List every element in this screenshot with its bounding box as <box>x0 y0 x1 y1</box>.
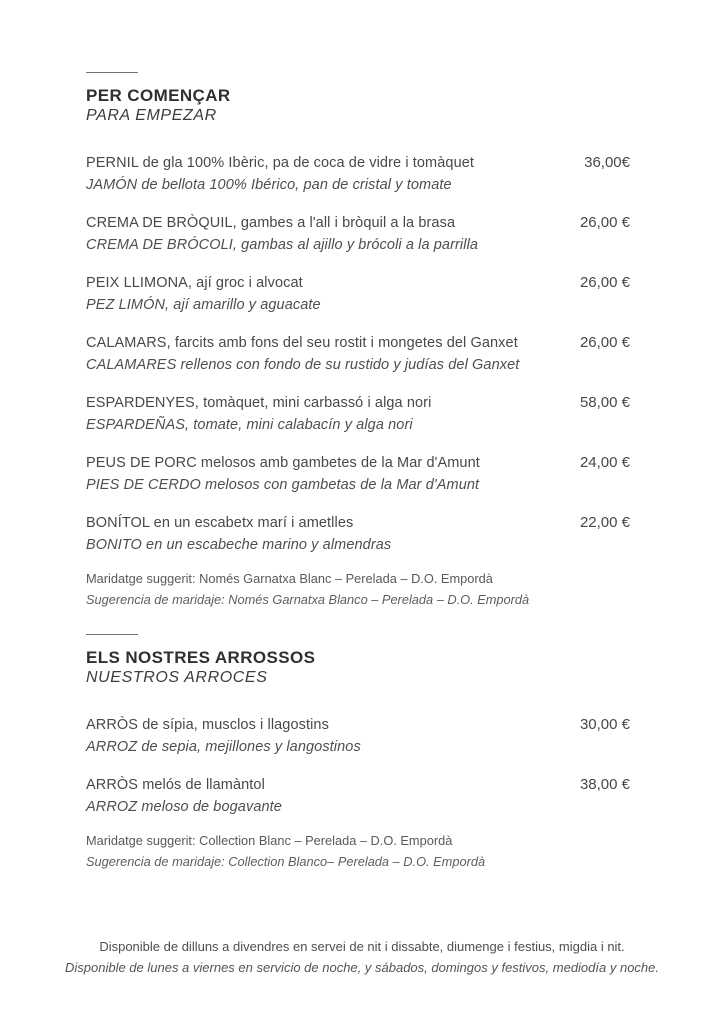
section-divider <box>86 634 138 635</box>
item-name-catalan: CREMA DE BRÒQUIL, gambes a l'all i bròquil a la brasa <box>86 215 456 231</box>
pairing-note-catalan: Maridatge suggerit: Collection Blanc – Perelada – D.O. Empordà <box>86 833 453 848</box>
menu-section-starters <box>86 72 630 610</box>
item-name-spanish: JAMÓN de bellota 100% Ibérico, pan de cristal y tomate <box>86 177 452 193</box>
menu-item-list <box>86 714 630 818</box>
item-name-catalan: PEUS DE PORC melosos amb gambetes de la Mar d'Amunt <box>86 455 480 471</box>
menu-item <box>86 512 630 556</box>
item-name-catalan: ESPARDENYES, tomàquet, mini carbassó i alga nori <box>86 395 432 411</box>
menu-item <box>86 272 630 316</box>
item-price: 58,00 € <box>579 394 630 411</box>
item-price: 26,00 € <box>579 214 630 231</box>
item-name-spanish: ARROZ de sepia, mejillones y langostinos <box>86 739 361 755</box>
section-title-spanish: PARA EMPEZAR <box>86 107 217 124</box>
item-name-spanish: PIES DE CERDO melosos con gambetas de la Mar d'Amunt <box>86 477 480 493</box>
item-price: 26,00 € <box>579 334 630 351</box>
item-price: 26,00 € <box>579 274 630 291</box>
pairing-note <box>86 830 630 872</box>
item-name-catalan: PEIX LLIMONA, ají groc i alvocat <box>86 275 303 291</box>
item-name-spanish: PEZ LIMÓN, ají amarillo y aguacate <box>86 297 321 313</box>
pairing-note-spanish: Sugerencia de maridaje: Collection Blanco– Perelada – D.O. Empordà <box>86 854 486 869</box>
item-price: 38,00 € <box>579 776 630 793</box>
item-name-spanish: ESPARDEÑAS, tomate, mini calabacín y alga nori <box>86 417 413 433</box>
section-title-spanish: NUESTROS ARROCES <box>86 669 268 686</box>
item-price: 24,00 € <box>579 454 630 471</box>
section-divider <box>86 72 138 73</box>
item-price: 30,00 € <box>579 716 630 733</box>
item-name-catalan: CALAMARS, farcits amb fons del seu rostit i mongetes del Ganxet <box>86 335 518 351</box>
menu-item <box>86 392 630 436</box>
item-name-spanish: BONITO en un escabeche marino y almendras <box>86 537 392 553</box>
menu-item <box>86 152 630 196</box>
availability-note <box>0 936 724 978</box>
item-name-catalan: BONÍTOL en un escabetx marí i ametlles <box>86 515 354 531</box>
availability-note-spanish: Disponible de lunes a viernes en servicio de noche, y sábados, domingos y festivos, mediodía y noche. <box>64 960 659 975</box>
menu-item <box>86 714 630 758</box>
item-name-spanish: ARROZ meloso de bogavante <box>86 799 282 815</box>
menu-content <box>86 0 630 872</box>
section-title-catalan: PER COMENÇAR <box>86 86 231 105</box>
pairing-note-catalan: Maridatge suggerit: Només Garnatxa Blanc – Perelada – D.O. Empordà <box>86 571 493 586</box>
item-price: 22,00 € <box>579 514 630 531</box>
item-name-catalan: ARRÒS de sípia, musclos i llagostins <box>86 717 329 733</box>
menu-item <box>86 212 630 256</box>
menu-item <box>86 774 630 818</box>
item-name-catalan: ARRÒS melós de llamàntol <box>86 777 265 793</box>
item-name-spanish: CALAMARES rellenos con fondo de su rustido y judías del Ganxet <box>86 357 520 373</box>
item-price: 36,00€ <box>584 154 630 171</box>
item-name-spanish: CREMA DE BRÓCOLI, gambas al ajillo y brócoli a la parrilla <box>86 237 479 253</box>
section-title-catalan: ELS NOSTRES ARROSSOS <box>86 648 316 667</box>
availability-note-catalan: Disponible de dilluns a divendres en servei de nit i dissabte, diumenge i festius, migdia i nit. <box>99 939 625 954</box>
menu-section-rices <box>86 634 630 872</box>
pairing-note <box>86 568 630 610</box>
pairing-note-spanish: Sugerencia de maridaje: Només Garnatxa Blanco – Perelada – D.O. Empordà <box>86 592 530 607</box>
menu-item <box>86 452 630 496</box>
item-name-catalan: PERNIL de gla 100% Ibèric, pa de coca de vidre i tomàquet <box>86 155 475 171</box>
menu-item <box>86 332 630 376</box>
menu-item-list <box>86 152 630 556</box>
